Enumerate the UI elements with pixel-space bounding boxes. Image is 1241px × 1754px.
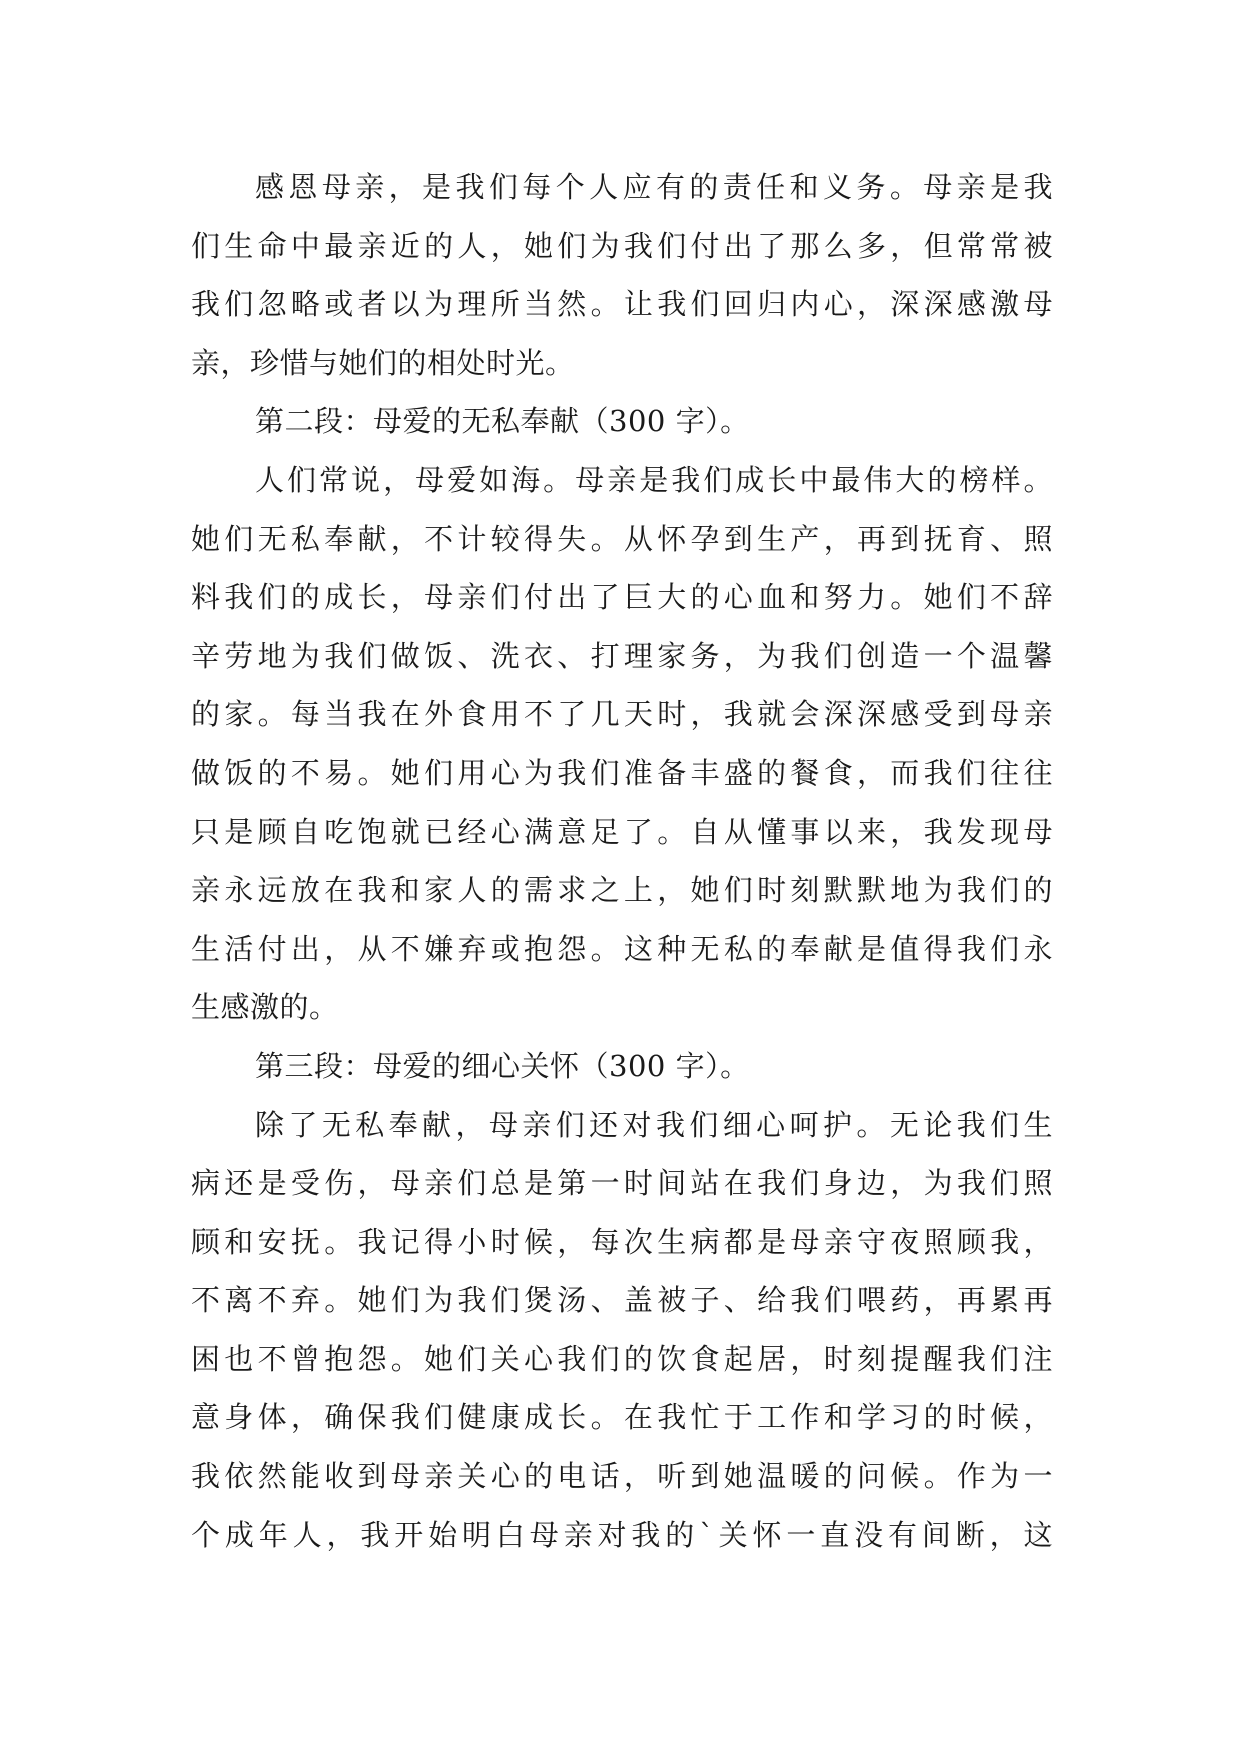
text-line: 除了无私奉献，母亲们还对我们细心呵护。无论我们生 — [255, 1107, 1053, 1142]
text-line: 料我们的成长，母亲们付出了巨大的心血和努力。她们不辞 — [191, 580, 1053, 615]
section-heading-3 — [191, 1037, 1053, 1096]
text-line: 亲，珍惜与她们的相处时光。 — [191, 345, 575, 380]
paragraph-intro — [191, 158, 1053, 392]
heading-line: 第三段：母爱的细心关怀（300 字）。 — [255, 1048, 750, 1083]
text-line: 生活付出，从不嫌弃或抱怨。这种无私的奉献是值得我们永 — [191, 931, 1053, 966]
text-line: 个成年人，我开始明白母亲对我的`关怀一直没有间断，这 — [191, 1517, 1053, 1552]
paragraph-3 — [191, 1096, 1053, 1565]
text-line: 辛劳地为我们做饭、洗衣、打理家务，为我们创造一个温馨 — [191, 638, 1053, 673]
text-line: 困也不曾抱怨。她们关心我们的饮食起居，时刻提醒我们注 — [191, 1341, 1053, 1376]
text-line: 病还是受伤，母亲们总是第一时间站在我们身边，为我们照 — [191, 1166, 1053, 1201]
text-line: 亲永远放在我和家人的需求之上，她们时刻默默地为我们的 — [191, 873, 1053, 908]
paragraph-2 — [191, 451, 1053, 1037]
text-line: 生感激的。 — [191, 990, 339, 1025]
text-line: 的家。每当我在外食用不了几天时，我就会深深感受到母亲 — [191, 697, 1053, 732]
text-line: 做饭的不易。她们用心为我们准备丰盛的餐食，而我们往往 — [191, 755, 1053, 790]
text-line: 不离不弃。她们为我们煲汤、盖被子、给我们喂药，再累再 — [191, 1283, 1053, 1318]
text-line: 感恩母亲，是我们每个人应有的责任和义务。母亲是我 — [255, 170, 1053, 204]
text-line: 们生命中最亲近的人，她们为我们付出了那么多，但常常被 — [191, 228, 1053, 263]
text-line: 人们常说，母爱如海。母亲是我们成长中最伟大的榜样。 — [255, 462, 1053, 497]
text-line: 只是顾自吃饱就已经心满意足了。自从懂事以来，我发现母 — [191, 814, 1053, 849]
text-line: 她们无私奉献，不计较得失。从怀孕到生产，再到抚育、照 — [191, 521, 1053, 556]
text-line: 我们忽略或者以为理所当然。让我们回归内心，深深感激母 — [191, 287, 1053, 322]
section-heading-2 — [191, 392, 1053, 451]
heading-line: 第二段：母爱的无私奉献（300 字）。 — [255, 404, 750, 439]
document-body — [191, 158, 1053, 1564]
text-line: 我依然能收到母亲关心的电话，听到她温暖的问候。作为一 — [191, 1459, 1053, 1494]
text-line: 意身体，确保我们健康成长。在我忙于工作和学习的时候， — [191, 1400, 1053, 1435]
text-line: 顾和安抚。我记得小时候，每次生病都是母亲守夜照顾我， — [191, 1224, 1053, 1259]
